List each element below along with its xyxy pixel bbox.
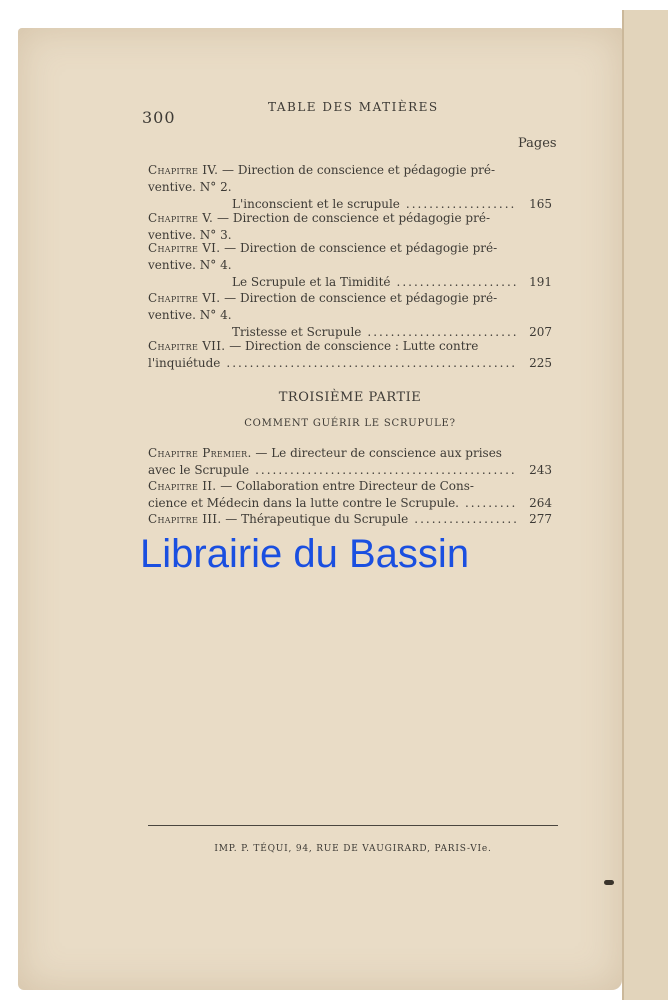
facing-page-edge bbox=[622, 10, 668, 1000]
chapter-title: — Collaboration entre Directeur de Cons- bbox=[220, 479, 474, 493]
chapter-title: — Direction de conscience et pédagogie pré- bbox=[222, 163, 496, 177]
toc-entry bbox=[148, 511, 552, 528]
chapter-title-cont: ventive. N° 4. bbox=[148, 258, 232, 272]
chapter-label: Chapitre III. bbox=[148, 512, 222, 526]
dot-leader bbox=[397, 274, 516, 291]
chapter-label: Chapitre Premier. bbox=[148, 446, 252, 460]
chapter-title: — Direction de conscience et pédagogie pré- bbox=[217, 211, 491, 225]
chapter-title: — Direction de conscience : Lutte contre bbox=[229, 339, 479, 353]
page-ref: 264 bbox=[529, 496, 552, 510]
chapter-title-cont: ventive. N° 2. bbox=[148, 180, 232, 194]
toc-entry bbox=[148, 210, 552, 244]
page-ref: 165 bbox=[529, 197, 552, 211]
chapter-title: — Thérapeutique du Scrupule bbox=[225, 512, 409, 526]
chapter-label: Chapitre IV. bbox=[148, 163, 219, 177]
chapter-label: Chapitre II. bbox=[148, 479, 217, 493]
page-ref: 191 bbox=[529, 275, 552, 289]
page-ref: 207 bbox=[529, 325, 552, 339]
chapter-label: Chapitre V. bbox=[148, 211, 214, 225]
chapter-label: Chapitre VI. bbox=[148, 241, 221, 255]
part-subtitle: COMMENT GUÉRIR LE SCRUPULE? bbox=[244, 418, 456, 429]
page-ref: 243 bbox=[529, 463, 552, 477]
chapter-title-cont: avec le Scrupule bbox=[148, 463, 250, 477]
section-title: L'inconscient et le scrupule bbox=[232, 197, 400, 211]
chapter-title-cont: ventive. N° 4. bbox=[148, 308, 232, 322]
toc-entry bbox=[148, 162, 552, 213]
section-title: Le Scrupule et la Timidité bbox=[232, 275, 391, 289]
page-ref: 277 bbox=[529, 512, 552, 526]
section-title: Tristesse et Scrupule bbox=[232, 325, 362, 339]
toc-entry bbox=[148, 338, 552, 372]
chapter-label: Chapitre VII. bbox=[148, 339, 226, 353]
printer-imprint: IMP. P. TÉQUI, 94, RUE DE VAUGIRARD, PARIS-VIe. bbox=[214, 844, 492, 854]
chapter-title: — Direction de conscience et pédagogie pré- bbox=[224, 241, 498, 255]
part-title: TROISIÈME PARTIE bbox=[278, 390, 422, 405]
ink-speck bbox=[604, 880, 614, 885]
chapter-label: Chapitre VI. bbox=[148, 291, 221, 305]
dot-leader bbox=[465, 495, 516, 512]
watermark-text: Librairie du Bassin bbox=[140, 532, 470, 576]
footer-rule bbox=[148, 825, 558, 826]
pages-column-label: Pages bbox=[518, 136, 557, 151]
chapter-title: — Le directeur de conscience aux prises bbox=[255, 446, 502, 460]
chapter-title-cont: ventive. N° 3. bbox=[148, 228, 232, 242]
toc-entry bbox=[148, 445, 552, 479]
toc-entry bbox=[148, 290, 552, 341]
dot-leader bbox=[255, 462, 516, 479]
page-ref: 225 bbox=[529, 356, 552, 370]
page-number: 300 bbox=[142, 108, 176, 127]
chapter-title: — Direction de conscience et pédagogie pré- bbox=[224, 291, 498, 305]
chapter-title-cont: cience et Médecin dans la lutte contre le Scrupule. bbox=[148, 496, 459, 510]
dot-leader bbox=[226, 355, 516, 372]
chapter-title-cont: l'inquiétude bbox=[148, 356, 221, 370]
toc-entry bbox=[148, 240, 552, 291]
running-header: TABLE DES MATIÈRES bbox=[268, 100, 439, 114]
dot-leader bbox=[414, 511, 516, 528]
toc-entry bbox=[148, 478, 552, 512]
